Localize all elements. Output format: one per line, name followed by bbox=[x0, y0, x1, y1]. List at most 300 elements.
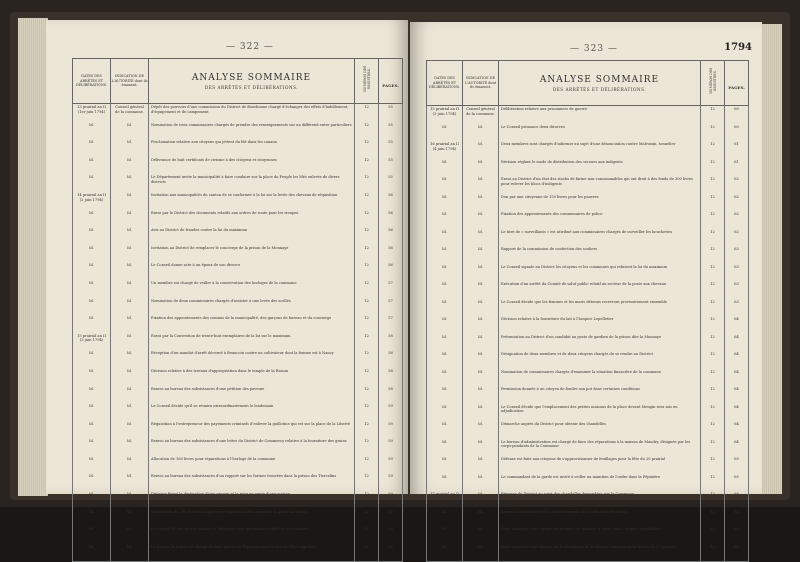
entry-date: Id. bbox=[427, 334, 463, 352]
entry-register-number: 12 bbox=[701, 386, 725, 404]
entry-register-number: 12 bbox=[355, 210, 379, 228]
table-row bbox=[427, 491, 749, 509]
entry-register-number: 12 bbox=[355, 298, 379, 316]
entry-register-number: 12 bbox=[355, 192, 379, 210]
table-row bbox=[73, 139, 403, 157]
entry-authority: Id. bbox=[463, 404, 499, 422]
entry-page: 59 bbox=[379, 456, 403, 474]
entry-register-number: 12 bbox=[355, 139, 379, 157]
entry-register-number: 12 bbox=[355, 157, 379, 175]
entry-authority: Id. bbox=[111, 509, 149, 527]
entry-register-number: 12 bbox=[355, 491, 379, 509]
entry-authority: Id. bbox=[463, 439, 499, 457]
entry-page: 63 bbox=[725, 299, 749, 317]
authority-column-header: INDICATION DE L'AUTORITÉ dont ils émanent. bbox=[463, 61, 499, 106]
entry-analysis: Permission donnée à un citoyen de fondre son pot dans certaines conditions bbox=[499, 386, 701, 404]
left-page bbox=[46, 20, 408, 549]
entry-analysis: Le titre de « surveillants » est attribué aux commissaires chargés de surveiller les boucheries bbox=[499, 229, 701, 247]
entry-authority: Id. bbox=[111, 473, 149, 491]
entry-date: Id. bbox=[73, 227, 111, 245]
entry-date: Id. bbox=[427, 404, 463, 422]
entry-date: Id. bbox=[73, 315, 111, 333]
entry-page: 58 bbox=[379, 386, 403, 404]
table-row bbox=[427, 211, 749, 229]
entry-register-number: 12 bbox=[701, 421, 725, 439]
entry-date: Id. bbox=[73, 122, 111, 140]
entry-page: 58 bbox=[379, 333, 403, 351]
entry-page: 56 bbox=[379, 262, 403, 280]
entry-register-number: 12 bbox=[701, 369, 725, 387]
entry-register-number: 12 bbox=[701, 316, 725, 334]
entry-register-number: 12 bbox=[355, 544, 379, 562]
entry-page: 58 bbox=[379, 368, 403, 386]
table-row bbox=[427, 474, 749, 492]
table-row bbox=[73, 245, 403, 263]
entry-register-number: 12 bbox=[701, 159, 725, 177]
entry-date: Id. bbox=[73, 262, 111, 280]
entry-date: 17 prairial an II (5 juin 1794) bbox=[427, 491, 463, 509]
entry-authority: Id. bbox=[463, 124, 499, 142]
entry-register-number: 12 bbox=[701, 194, 725, 212]
entry-authority: Conseil général de la commune. bbox=[111, 104, 149, 122]
entry-page: 62 bbox=[725, 211, 749, 229]
table-row bbox=[73, 473, 403, 491]
entry-date: Id. bbox=[427, 194, 463, 212]
entry-register-number: 12 bbox=[701, 281, 725, 299]
entry-analysis: Délibération relative aux prisonniers de guerre bbox=[499, 106, 701, 124]
entry-date: Id. bbox=[73, 509, 111, 527]
entry-analysis: Décision relative à des travaux d'appropriation dans le temple de la Raison bbox=[149, 368, 355, 386]
entry-register-number: 12 bbox=[355, 315, 379, 333]
table-row bbox=[427, 176, 749, 194]
entry-authority: Id. bbox=[463, 141, 499, 159]
year-stamp: 1794 bbox=[724, 42, 752, 53]
entry-register-number: 12 bbox=[355, 333, 379, 351]
entry-date: Id. bbox=[427, 246, 463, 264]
entry-analysis: Renvoi au bureau des subsistances d'un rapport sur les farines trouvées dans la prison des Tiercelins bbox=[149, 473, 355, 491]
entry-page: 64 bbox=[725, 404, 749, 422]
entry-authority: Id. bbox=[111, 298, 149, 316]
entry-analysis: Le bureau de police est chargé de faire ajouter la Pépinière pour la fête de l'Être suprême bbox=[149, 544, 355, 562]
entry-page: 61 bbox=[725, 141, 749, 159]
entry-page: 65 bbox=[725, 491, 749, 509]
entry-authority: Id. bbox=[111, 245, 149, 263]
table-row bbox=[73, 386, 403, 404]
entry-analysis: Deux membres sont chargés d'informer au sujet d'une dénonciation contre Malvoisin, tonnelier bbox=[499, 141, 701, 159]
table-row bbox=[73, 526, 403, 544]
entry-analysis: Dépôt des pouvoirs d'une commission du District de Bourbonne chargé d'échanger des effets d'habillement, d'équipement et de campement bbox=[149, 104, 355, 122]
entry-authority: Id. bbox=[463, 509, 499, 527]
entry-authority: Id. bbox=[111, 280, 149, 298]
entry-authority: Id. bbox=[111, 157, 149, 175]
entry-date: Id. bbox=[427, 544, 463, 562]
table-row bbox=[73, 315, 403, 333]
entry-analysis: Le Conseil décide qu'une maison de détention sera spécialement affectée aux femmes bbox=[149, 526, 355, 544]
entry-authority: Id. bbox=[463, 281, 499, 299]
entry-date: Id. bbox=[427, 509, 463, 527]
table-row bbox=[427, 106, 749, 124]
entry-authority: Id. bbox=[463, 316, 499, 334]
table-row bbox=[427, 281, 749, 299]
entry-register-number: 12 bbox=[701, 456, 725, 474]
entry-authority: Id. bbox=[463, 351, 499, 369]
table-row bbox=[427, 229, 749, 247]
entry-authority: Id. bbox=[463, 491, 499, 509]
entry-analysis: Le commandant de la garde est invité à veiller au maintien de l'ordre dans la Pépinière bbox=[499, 474, 701, 492]
table-row bbox=[73, 403, 403, 421]
entry-analysis: Proclamation relative aux citoyens qui jettent du blé dans les canaux bbox=[149, 139, 355, 157]
entry-register-number: 12 bbox=[355, 122, 379, 140]
entry-register-number: 12 bbox=[355, 473, 379, 491]
table-row bbox=[73, 262, 403, 280]
entry-date: Id. bbox=[427, 264, 463, 282]
entry-analysis: Le Conseil décide qu'il se réunira extraordinairement le lendemain bbox=[149, 403, 355, 421]
entry-register-number: 12 bbox=[355, 438, 379, 456]
entry-date: Id. bbox=[427, 421, 463, 439]
entry-analysis: Invitation aux municipalités du canton de se conformer à la loi sur la levée des chevaux de réquisition bbox=[149, 192, 355, 210]
entry-page: 66 bbox=[725, 544, 749, 562]
table-row bbox=[73, 104, 403, 122]
entry-register-number: 12 bbox=[701, 509, 725, 527]
entry-register-number: 12 bbox=[701, 141, 725, 159]
entry-page: 55 bbox=[379, 157, 403, 175]
entry-analysis: Mandement de 300 livres à compte pour réparation des canons de la garde nationale bbox=[149, 509, 355, 527]
entry-authority: Id. bbox=[111, 350, 149, 368]
entry-page: 55 bbox=[379, 122, 403, 140]
entry-date: Id. bbox=[73, 245, 111, 263]
table-row bbox=[427, 351, 749, 369]
entry-register-number: 12 bbox=[701, 334, 725, 352]
entry-date: Id. bbox=[427, 456, 463, 474]
entry-page: 57 bbox=[379, 280, 403, 298]
right-page-number: — 323 — bbox=[570, 44, 618, 54]
table-row bbox=[73, 421, 403, 439]
table-row bbox=[73, 174, 403, 192]
entry-analysis: Le Conseil signale au District les citoyens et les communes qui refusent la loi du maximum bbox=[499, 264, 701, 282]
entry-page: 64 bbox=[725, 369, 749, 387]
entry-date: Id. bbox=[73, 403, 111, 421]
table-row bbox=[427, 141, 749, 159]
table-row bbox=[427, 544, 749, 562]
entry-analysis: Exécution d'un arrêté du Comité de salut public relatif au secteur de la poste aux chevaux bbox=[499, 281, 701, 299]
entry-authority: Id. bbox=[111, 139, 149, 157]
entry-register-number: 12 bbox=[355, 509, 379, 527]
entry-register-number: 12 bbox=[355, 368, 379, 386]
entry-analysis: Rapport de la commission de confection des souliers bbox=[499, 246, 701, 264]
table-row bbox=[73, 280, 403, 298]
entry-page: 59 bbox=[379, 438, 403, 456]
entry-page: 65 bbox=[725, 456, 749, 474]
entry-date: Id. bbox=[73, 139, 111, 157]
table-row bbox=[427, 404, 749, 422]
table-row bbox=[427, 124, 749, 142]
entry-authority: Id. bbox=[111, 174, 149, 192]
entry-date: Id. bbox=[427, 439, 463, 457]
entry-register-number: 12 bbox=[355, 262, 379, 280]
entry-authority: Id. bbox=[111, 192, 149, 210]
entry-page: 59 bbox=[379, 421, 403, 439]
table-row bbox=[73, 227, 403, 245]
entry-authority: Conseil général de la commune. bbox=[463, 106, 499, 124]
entry-analysis: Deux membres sont chargés de prendre les mesures d'ordre dans l'hospice Lepelletier bbox=[499, 526, 701, 544]
table-row bbox=[427, 386, 749, 404]
entry-authority: Id. bbox=[111, 333, 149, 351]
entry-analysis: Réponse du District au sujet des chandelles demandées par la Commune bbox=[499, 491, 701, 509]
entry-date: Id. bbox=[73, 298, 111, 316]
entry-analysis: Le Conseil prononce deux divorces bbox=[499, 124, 701, 142]
entry-register-number: 12 bbox=[701, 211, 725, 229]
entry-authority: Id. bbox=[463, 229, 499, 247]
entry-analysis: Défense est faite aux citoyens de s'approvisionner de feuillages pour la fête du 20 prairial bbox=[499, 456, 701, 474]
entry-analysis: Décision fixant la destination d'une grange et la mise en vente d'une maison bbox=[149, 491, 355, 509]
authority-column-header: INDICATION DE L'AUTORITÉ dont ils émanent. bbox=[111, 59, 149, 104]
entry-analysis: Présentation au District d'un candidat au poste de gardien de la prison dite la Monnaye bbox=[499, 334, 701, 352]
entry-authority: Id. bbox=[463, 474, 499, 492]
table-row bbox=[73, 350, 403, 368]
entry-page: 59 bbox=[379, 473, 403, 491]
entry-date: 15 prairial an II (3 juin 1794) bbox=[73, 333, 111, 351]
entry-date: Id. bbox=[73, 491, 111, 509]
entry-page: 55 bbox=[379, 104, 403, 122]
entry-page: 62 bbox=[725, 194, 749, 212]
entry-page: 59 bbox=[379, 526, 403, 544]
entry-authority: Id. bbox=[111, 438, 149, 456]
entry-date: Id. bbox=[73, 157, 111, 175]
entry-register-number: 12 bbox=[355, 421, 379, 439]
pages-column-header: PAGES. bbox=[379, 59, 403, 104]
pages-column-header: PAGES. bbox=[725, 61, 749, 106]
entry-authority: Id. bbox=[463, 299, 499, 317]
entry-date: 15 prairial an II (3 juin 1794) bbox=[427, 106, 463, 124]
entry-register-number: 12 bbox=[701, 176, 725, 194]
entry-authority: Id. bbox=[111, 421, 149, 439]
entry-register-number: 12 bbox=[355, 350, 379, 368]
entry-authority: Id. bbox=[463, 526, 499, 544]
entry-authority: Id. bbox=[111, 227, 149, 245]
left-register-table bbox=[72, 58, 403, 562]
entry-register-number: 12 bbox=[701, 106, 725, 124]
table-row bbox=[427, 456, 749, 474]
entry-date: Id. bbox=[73, 438, 111, 456]
entry-authority: Id. bbox=[463, 369, 499, 387]
entry-page: 65 bbox=[725, 509, 749, 527]
entry-analysis: Renvoi au bureau de police d'une demande de certificat de résidence bbox=[499, 509, 701, 527]
analysis-column-header: ANALYSE SOMMAIRE DES ARRÊTÉS ET DÉLIBÉRATIONS. bbox=[149, 59, 355, 104]
entry-date: Id. bbox=[73, 210, 111, 228]
entry-page: 55 bbox=[379, 139, 403, 157]
entry-analysis: Réquisition à l'entrepreneur des payements criminels d'enlever la guillotine qui est sur la place de la Liberté bbox=[149, 421, 355, 439]
entry-date: Id. bbox=[427, 159, 463, 177]
left-page-edges bbox=[18, 18, 48, 496]
entry-authority: Id. bbox=[463, 211, 499, 229]
entry-register-number: 12 bbox=[701, 299, 725, 317]
entry-authority: Id. bbox=[111, 386, 149, 404]
entry-page: 63 bbox=[725, 264, 749, 282]
entry-authority: Id. bbox=[463, 264, 499, 282]
entry-authority: Id. bbox=[463, 386, 499, 404]
table-row bbox=[73, 491, 403, 509]
entry-page: 56 bbox=[379, 245, 403, 263]
entry-authority: Id. bbox=[111, 544, 149, 562]
table-row bbox=[73, 157, 403, 175]
table-row bbox=[73, 368, 403, 386]
table-row bbox=[427, 421, 749, 439]
entry-authority: Id. bbox=[463, 334, 499, 352]
entry-page: 65 bbox=[725, 474, 749, 492]
right-page bbox=[410, 22, 762, 549]
entry-page: 56 bbox=[379, 227, 403, 245]
analysis-column-header: ANALYSE SOMMAIRE DES ARRÊTÉS ET DÉLIBÉRATIONS. bbox=[499, 61, 701, 106]
entry-register-number: 12 bbox=[701, 439, 725, 457]
entry-analysis: Nomination de deux commissaires chargés d'assister à une levée des scellés bbox=[149, 298, 355, 316]
entry-date: Id. bbox=[427, 351, 463, 369]
entry-page: 55 bbox=[379, 174, 403, 192]
entry-analysis: Envoi au District d'un état des stocks de farine non-consommables qui ont droit à des fonds de 300 livres pour relever les blocs d'indigents bbox=[499, 176, 701, 194]
entry-date: Id. bbox=[73, 456, 111, 474]
entry-analysis: Le Département invite la municipalité à faire conduire sur la place du Peuple les blés enlevés de divers districts bbox=[149, 174, 355, 192]
entry-date: Id. bbox=[427, 211, 463, 229]
entry-date: 14 prairial an II (2 juin 1794) bbox=[73, 192, 111, 210]
entry-analysis: Avis au District de fraudes contre la loi du maximum bbox=[149, 227, 355, 245]
entry-analysis: Le Conseil décide que les femmes et les maris détenus recevront provisoirement ensemble bbox=[499, 299, 701, 317]
entry-page: 64 bbox=[725, 421, 749, 439]
entry-register-number: 12 bbox=[701, 544, 725, 562]
register-number-column-header: NUMÉROS DES REGISTRES. bbox=[355, 59, 379, 104]
entry-authority: Id. bbox=[111, 456, 149, 474]
right-register-table bbox=[426, 60, 749, 562]
entry-register-number: 12 bbox=[355, 174, 379, 192]
entry-page: 62 bbox=[725, 176, 749, 194]
entry-page: 59 bbox=[379, 491, 403, 509]
entry-authority: Id. bbox=[111, 491, 149, 509]
entry-register-number: 12 bbox=[355, 227, 379, 245]
entry-authority: Id. bbox=[463, 194, 499, 212]
table-row bbox=[427, 334, 749, 352]
entry-date: Id. bbox=[73, 350, 111, 368]
entry-page: 60 bbox=[725, 124, 749, 142]
entry-page: 60 bbox=[379, 544, 403, 562]
entry-date: 13 prairial an II (1er juin 1794) bbox=[73, 104, 111, 122]
entry-register-number: 12 bbox=[701, 264, 725, 282]
entry-date: Id. bbox=[427, 386, 463, 404]
entry-register-number: 12 bbox=[701, 491, 725, 509]
table-row bbox=[73, 122, 403, 140]
table-row bbox=[427, 439, 749, 457]
entry-analysis: Le Conseil décide que l'emplacement des petites maisons de la place devant Mengin sera mis en adjudication bbox=[499, 404, 701, 422]
entry-register-number: 12 bbox=[701, 474, 725, 492]
entry-register-number: 12 bbox=[355, 526, 379, 544]
entry-page: 64 bbox=[725, 439, 749, 457]
entry-authority: Id. bbox=[111, 315, 149, 333]
entry-register-number: 12 bbox=[355, 280, 379, 298]
entry-authority: Id. bbox=[111, 368, 149, 386]
entry-authority: Id. bbox=[463, 176, 499, 194]
table-row bbox=[73, 298, 403, 316]
entry-date: Id. bbox=[73, 368, 111, 386]
entry-authority: Id. bbox=[111, 262, 149, 280]
entry-analysis: Fixation des appointements des commis de la municipalité, des garçons de bureau et du concierge bbox=[149, 315, 355, 333]
entry-register-number: 12 bbox=[701, 351, 725, 369]
table-row bbox=[73, 544, 403, 562]
table-row bbox=[73, 333, 403, 351]
entry-register-number: 12 bbox=[701, 229, 725, 247]
entry-register-number: 12 bbox=[701, 404, 725, 422]
entry-page: 59 bbox=[379, 509, 403, 527]
entry-analysis: Le bureau d'administration est chargé de faire des réparations à la maison de Maudry, désignée par les corps-pendants de la Commune bbox=[499, 439, 701, 457]
table-row bbox=[73, 438, 403, 456]
entry-analysis: Renvoi au bureau des subsistances d'une pétition des paveurs bbox=[149, 386, 355, 404]
entry-analysis: Allocation de 160 livres pour réparations à l'horloge de la commune bbox=[149, 456, 355, 474]
entry-analysis: Réception d'un mandat d'arrêt décerné à Beaucoin contre un cultivateur dont la femme est à Nancy bbox=[149, 350, 355, 368]
entry-page: 62 bbox=[725, 229, 749, 247]
entry-page: 56 bbox=[379, 192, 403, 210]
entry-analysis: Invitation au District de remplacer le concierge de la prison de la Monnaye bbox=[149, 245, 355, 263]
table-row bbox=[427, 264, 749, 282]
entry-analysis: Révision réglant le mode de distribution des secours aux indigents bbox=[499, 159, 701, 177]
entry-date: Id. bbox=[427, 299, 463, 317]
entry-page: 57 bbox=[379, 298, 403, 316]
entry-register-number: 12 bbox=[701, 526, 725, 544]
entry-authority: Id. bbox=[463, 456, 499, 474]
table-row bbox=[427, 246, 749, 264]
entry-date: Id. bbox=[427, 526, 463, 544]
entry-page: 59 bbox=[379, 403, 403, 421]
entry-page: 64 bbox=[725, 351, 749, 369]
table-row bbox=[427, 299, 749, 317]
table-row bbox=[73, 192, 403, 210]
entry-date: Id. bbox=[73, 174, 111, 192]
entry-analysis: Envoi par le District des documents relatifs aux ordres de route pour les troupes bbox=[149, 210, 355, 228]
entry-date: Id. bbox=[427, 124, 463, 142]
entry-page: 61 bbox=[725, 159, 749, 177]
entry-date: Id. bbox=[73, 280, 111, 298]
entry-date: Id. bbox=[427, 474, 463, 492]
table-row bbox=[427, 194, 749, 212]
table-row bbox=[73, 509, 403, 527]
entry-date: Id. bbox=[427, 176, 463, 194]
entry-page: 56 bbox=[379, 210, 403, 228]
entry-analysis: Deux membres sont chargés de la décoration de la Maison commune pour la fête du 20 prairial bbox=[499, 544, 701, 562]
entry-page: 57 bbox=[379, 315, 403, 333]
entry-analysis: Envoi par la Convention de trente-huit exemplaires de la loi sur le maximum bbox=[149, 333, 355, 351]
entry-page: 63 bbox=[725, 246, 749, 264]
entry-analysis: Fixation des appointements des commissaires de police bbox=[499, 211, 701, 229]
entry-authority: Id. bbox=[463, 544, 499, 562]
register-number-column-header: NUMÉROS DES REGISTRES. bbox=[701, 61, 725, 106]
dates-column-header: DATES DES ARRÊTÉS ET DÉLIBÉRATIONS. bbox=[73, 59, 111, 104]
entry-analysis: Don par une citoyenne de 150 livres pour les pauvres bbox=[499, 194, 701, 212]
entry-register-number: 12 bbox=[355, 456, 379, 474]
entry-page: 64 bbox=[725, 386, 749, 404]
table-row bbox=[73, 210, 403, 228]
entry-date: Id. bbox=[427, 229, 463, 247]
entry-authority: Id. bbox=[463, 421, 499, 439]
table-row bbox=[427, 316, 749, 334]
entry-date: Id. bbox=[73, 526, 111, 544]
table-row bbox=[427, 369, 749, 387]
entry-authority: Id. bbox=[111, 526, 149, 544]
table-row bbox=[73, 456, 403, 474]
entry-page: 60 bbox=[725, 106, 749, 124]
entry-analysis: Désignation de deux membres et de deux citoyens chargés de se rendre au District bbox=[499, 351, 701, 369]
entry-register-number: 12 bbox=[355, 386, 379, 404]
entry-analysis: Démarche auprès du District pour obtenir des chandelles bbox=[499, 421, 701, 439]
entry-register-number: 12 bbox=[355, 104, 379, 122]
entry-authority: Id. bbox=[463, 246, 499, 264]
entry-date: Id. bbox=[427, 316, 463, 334]
entry-page: 64 bbox=[725, 316, 749, 334]
entry-date: Id. bbox=[73, 544, 111, 562]
